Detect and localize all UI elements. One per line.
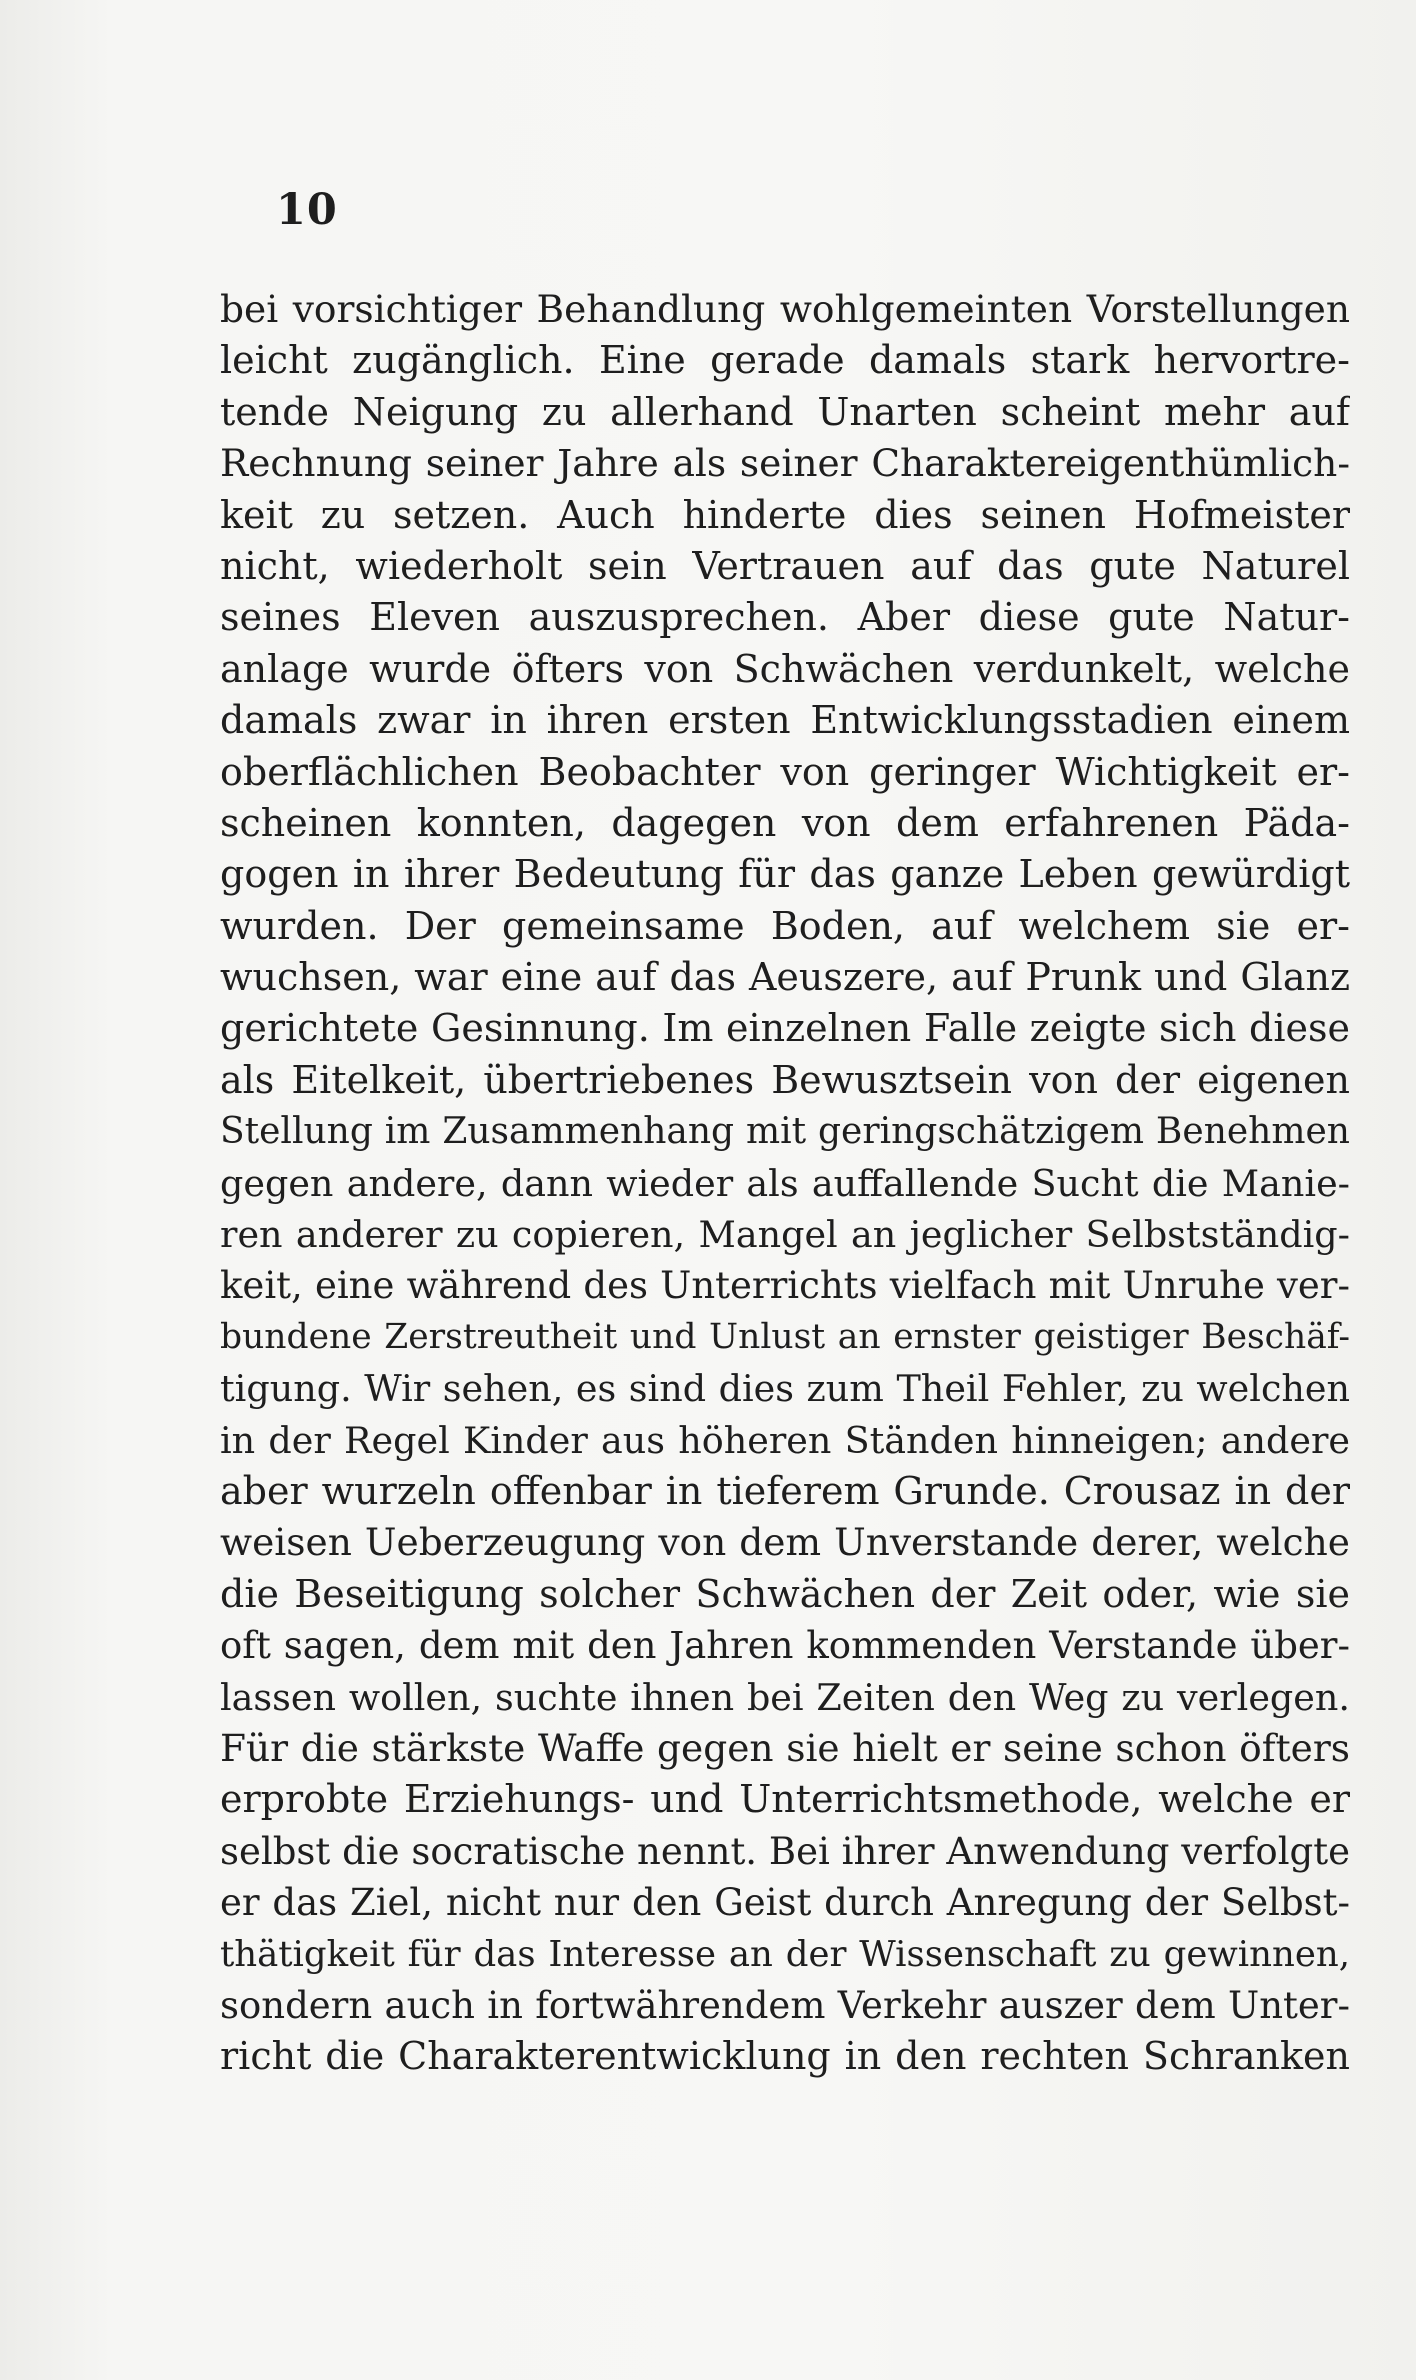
text-line: leicht zugänglich. Eine gerade damals stark hervortre- [220,338,1350,383]
text-line: ren anderer zu copieren, Mangel an jeglicher Selbstständig- [220,1213,1350,1257]
text-line: aber wurzeln offenbar in tieferem Grunde. Crousaz in der [220,1468,1350,1513]
text-line: seines Eleven auszusprechen. Aber diese gute Natur- [220,595,1350,640]
text-line: keit, eine während des Unterrichts vielfach mit Unruhe ver- [220,1264,1350,1308]
text-line: damals zwar in ihren ersten Entwicklungsstadien einem [220,698,1350,743]
text-line: oberflächlichen Beobachter von geringer Wichtigkeit er- [220,749,1350,794]
text-line: keit zu setzen. Auch hinderte dies seinen Hofmeister [220,492,1350,537]
body-text [220,284,1350,2083]
text-line: als Eitelkeit, übertriebenes Bewusztsein von der eigenen [220,1057,1350,1102]
text-line: die Beseitigung solcher Schwächen der Zeit oder, wie sie [220,1571,1350,1616]
text-line: Stellung im Zusammenhang mit geringschätzigem Benehmen [220,1111,1350,1153]
text-line: wuchsen, war eine auf das Aeuszere, auf Prunk und Glanz [220,955,1350,1000]
text-line: gogen in ihrer Bedeutung für das ganze Leben gewürdigt [220,852,1350,897]
text-line: anlage wurde öfters von Schwächen verdunkelt, welche [220,646,1350,691]
text-line: thätigkeit für das Interesse an der Wissenschaft zu gewinnen, [220,1933,1350,1975]
text-line: oft sagen, dem mit den Jahren kommenden Verstande über- [220,1624,1350,1668]
text-line: tende Neigung zu allerhand Unarten scheint mehr auf [220,389,1350,434]
text-line: bei vorsichtiger Behandlung wohlgemeinten Vorstellungen [220,287,1350,331]
text-line: er das Ziel, nicht nur den Geist durch Anregung der Selbst- [220,1881,1350,1925]
text-line: wurden. Der gemeinsame Boden, auf welchem sie er- [220,903,1350,948]
text-line: in der Regel Kinder aus höheren Ständen hinneigen; andere [220,1418,1350,1462]
text-line: sondern auch in fortwährendem Verkehr auszer dem Unter- [220,1983,1350,2027]
text-line: erprobte Erziehungs- und Unterrichtsmethode, welche er [220,1777,1350,1822]
text-line: nicht, wiederholt sein Vertrauen auf das gute Naturel [220,543,1350,588]
text-line: lassen wollen, suchte ihnen bei Zeiten den Weg zu verlegen. [220,1675,1350,1719]
page-number: 10 [276,185,338,235]
text-line: selbst die socratische nennt. Bei ihrer Anwendung verfolgte [220,1829,1350,1873]
text-line: gegen andere, dann wieder als auffallende Sucht die Manie- [220,1161,1350,1205]
text-line: richt die Charakterentwicklung in den rechten Schranken [220,2034,1350,2079]
text-line: weisen Ueberzeugung von dem Unverstande derer, welche [220,1520,1350,1565]
text-line: gerichtete Gesinnung. Im einzelnen Falle zeigte sich diese [220,1006,1350,1051]
text-line: bundene Zerstreutheit und Unlust an ernster geistiger Beschäf- [220,1316,1350,1357]
text-line: tigung. Wir sehen, es sind dies zum Theil Fehler, zu welchen [220,1367,1350,1411]
text-line: scheinen konnten, dagegen von dem erfahrenen Päda- [220,800,1350,845]
text-line: Für die stärkste Waffe gegen sie hielt er seine schon öfters [220,1725,1350,1770]
text-line: Rechnung seiner Jahre als seiner Charaktereigenthümlich- [220,441,1350,486]
